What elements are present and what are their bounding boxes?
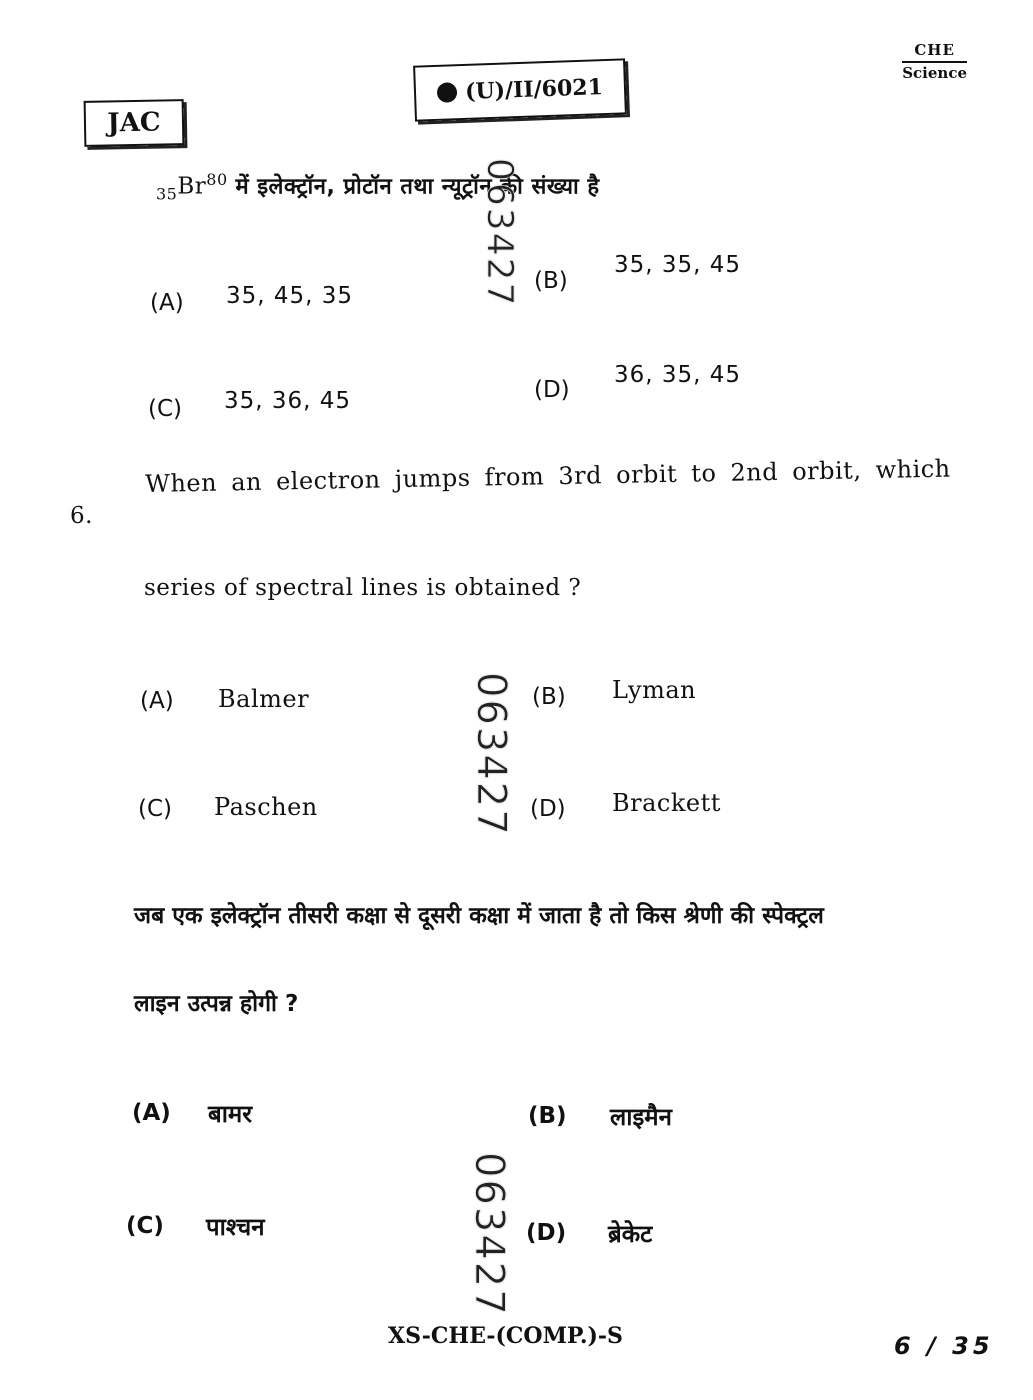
q6-question-hindi-line1: जब एक इलेक्ट्रॉन तीसरी कक्षा से दूसरी कक्षा में जाता है तो किस श्रेणी की स्पेक्ट्रल xyxy=(134,903,824,929)
bullet-icon xyxy=(437,82,458,103)
q5-option-b-label: (B) xyxy=(534,268,568,294)
q6-hindi-option-c-label: (C) xyxy=(126,1213,164,1239)
q5-question-hindi xyxy=(156,170,600,203)
subject-name: Science xyxy=(902,64,967,82)
isotope-atomic-number: 35 xyxy=(156,184,178,204)
paper-code-text: (U)/II/6021 xyxy=(464,74,604,105)
q6-question-english-line2: series of spectral lines is obtained ? xyxy=(144,575,582,601)
q6-hindi-option-a-value: बामर xyxy=(208,1100,253,1128)
isotope-symbol: Br xyxy=(177,173,207,200)
q6-question-hindi-line2: लाइन उत्पन्न होगी ? xyxy=(134,991,299,1017)
q5-option-d-value: 36, 35, 45 xyxy=(614,362,742,388)
q6-option-d-value: Brackett xyxy=(612,789,721,817)
q6-option-a-value: Balmer xyxy=(218,685,310,713)
q5-option-b-value: 35, 35, 45 xyxy=(614,252,742,278)
page-number: 6 / 35 xyxy=(894,1332,994,1360)
q6-option-c-label: (C) xyxy=(138,796,173,822)
q6-option-d-label: (D) xyxy=(530,796,566,822)
stamp-number-bottom: 063427 xyxy=(466,1152,512,1317)
footer-paper-code: XS-CHE-(COMP.)-S xyxy=(388,1323,623,1349)
q6-option-a-label: (A) xyxy=(140,688,174,714)
subject-code: CHE xyxy=(902,40,967,63)
q6-option-b-label: (B) xyxy=(532,684,566,710)
q5-option-a-label: (A) xyxy=(150,290,184,316)
subject-header xyxy=(902,40,967,83)
q5-option-d-label: (D) xyxy=(534,377,570,403)
q6-number: 6. xyxy=(70,503,93,529)
q6-option-c-value: Paschen xyxy=(214,793,318,821)
q6-option-b-value: Lyman xyxy=(612,676,697,704)
stamp-number-top: 063427 xyxy=(479,158,520,308)
q6-hindi-option-c-value: पाश्चन xyxy=(206,1213,265,1241)
paper-code xyxy=(413,58,627,121)
q6-hindi-option-b-label: (B) xyxy=(528,1103,567,1129)
q5-option-c-label: (C) xyxy=(148,396,183,422)
board-label: JAC xyxy=(84,99,185,147)
q5-option-a-value: 35, 45, 35 xyxy=(226,283,354,309)
isotope-mass-number: 80 xyxy=(206,170,228,189)
q5-hindi-text: में इलेक्ट्रॉन, प्रोटॉन तथा न्यूट्रॉन की संख्या है xyxy=(235,174,600,200)
q6-hindi-option-d-value: ब्रेकेट xyxy=(608,1220,653,1248)
stamp-number-middle: 063427 xyxy=(468,672,514,837)
q6-hindi-option-d-label: (D) xyxy=(526,1220,567,1246)
q6-hindi-option-a-label: (A) xyxy=(132,1100,171,1126)
q5-option-c-value: 35, 36, 45 xyxy=(224,388,352,414)
q6-question-english-line1: When an electron jumps from 3rd orbit to 2nd orbit, which xyxy=(145,454,951,498)
q6-hindi-option-b-value: लाइमैन xyxy=(610,1103,672,1131)
